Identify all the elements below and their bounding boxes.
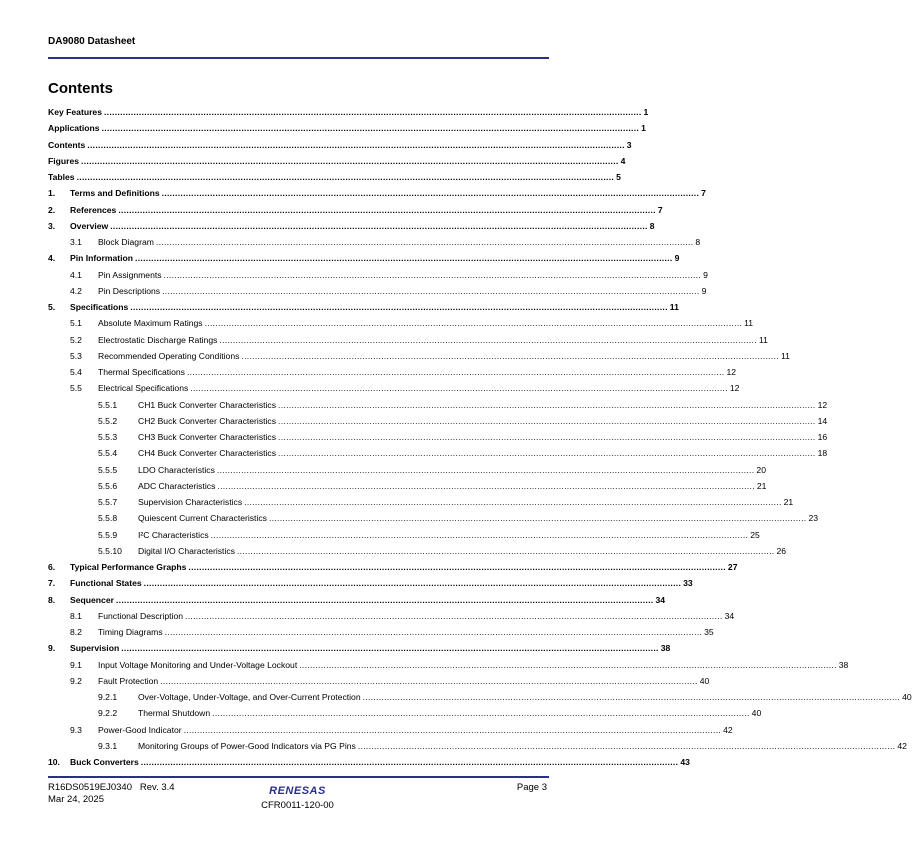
toc-entry-page: 4 [620,155,626,166]
toc-entry[interactable] [48,315,754,331]
toc-leader-dots: ........................................................................................................................................................................................................ [362,692,901,703]
toc-leader-dots: ........................................................................................................................................................................................................ [101,123,640,134]
toc-entry-page: 11 [780,350,790,361]
toc-entry-title: Thermal Specifications [98,367,185,378]
toc-leader-dots: ........................................................................................................................................................................................................ [185,610,723,621]
footer-center [0,781,595,812]
toc-entry-number: 4.1 [70,269,82,280]
toc-leader-dots: ........................................................................................................................................................................................................ [278,448,816,459]
toc-leader-dots: ........................................................................................................................................................................................................ [87,139,625,150]
toc-entry-page: 42 [897,740,907,751]
form-code: CFR0011-120-00 [261,800,334,811]
toc-entry[interactable] [48,104,649,120]
toc-leader-dots: ........................................................................................................................................................................................................ [121,643,659,654]
toc-entry-page: 1 [641,123,646,134]
toc-entry-page: 40 [751,708,762,719]
toc-entry-title: Thermal Shutdown [138,708,211,719]
toc-entry-title: Recommended Operating Conditions [98,350,240,361]
toc-entry[interactable] [48,299,679,315]
toc-leader-dots: ........................................................................................................................................................................................................ [210,529,749,540]
toc-entry[interactable] [48,283,707,299]
toc-leader-dots: ........................................................................................................................................................................................................ [135,253,673,264]
toc-entry-number: 9.2.1 [98,692,118,703]
toc-entry[interactable] [48,445,828,461]
toc-entry-page: 12 [729,383,740,394]
toc-entry-page: 33 [683,578,693,589]
toc-entry-number: 5.3 [70,350,82,361]
toc-entry-number: 5.1 [70,318,82,329]
toc-entry[interactable] [48,575,693,591]
toc-entry-number: 9.3.1 [98,740,118,751]
toc-entry[interactable] [48,527,760,543]
toc-entry-number: 1. [48,188,56,199]
toc-leader-dots: ........................................................................................................................................................................................................ [278,415,816,426]
toc-entry-title: Over-Voltage, Under-Voltage, and Over-Current Protection [138,692,361,703]
toc-entry-page: 7 [701,188,706,199]
toc-entry[interactable] [48,592,666,608]
toc-entry[interactable] [48,722,733,738]
toc-entry-page: 11 [744,318,754,329]
toc-entry[interactable] [48,559,738,575]
toc-entry-title: CH1 Buck Converter Characteristics [138,399,277,410]
toc-entry-title: Absolute Maximum Ratings [98,318,203,329]
toc-leader-dots: ........................................................................................................................................................................................................ [160,675,698,686]
toc-entry-title: Pin Assignments [98,269,162,280]
toc-leader-dots: ........................................................................................................................................................................................................ [236,545,775,556]
toc-leader-dots: ........................................................................................................................................................................................................ [143,578,682,589]
toc-entry-title: CH2 Buck Converter Characteristics [138,415,277,426]
toc-entry-title: LDO Characteristics [138,464,215,475]
toc-entry-page: 34 [655,594,666,605]
toc-entry[interactable] [48,218,655,234]
toc-entry[interactable] [48,202,663,218]
toc-entry-number: 9.2.2 [98,708,118,719]
toc-entry-page: 9 [701,285,707,296]
toc-leader-dots: ........................................................................................................................................................................................................ [118,204,656,215]
toc-leader-dots: ........................................................................................................................................................................................................ [299,659,837,670]
toc-entry-page: 35 [704,627,714,638]
toc-entry-number: 9.2 [70,675,82,686]
toc-entry[interactable] [48,429,828,445]
toc-leader-dots: ........................................................................................................................................................................................................ [212,708,750,719]
contents-heading: Contents [48,80,113,97]
toc-entry-number: 5.5.6 [98,480,118,491]
toc-entry-page: 7 [657,204,663,215]
toc-entry[interactable] [48,624,714,640]
toc-entry[interactable] [48,267,708,283]
toc-leader-dots: ........................................................................................................................................................................................................ [183,724,722,735]
document-title: DA9080 Datasheet [48,36,136,47]
toc-entry-page: 3 [626,139,632,150]
toc-entry-page: 1 [643,107,649,118]
toc-entry-title: Specifications [70,302,129,313]
toc-entry-title: Electrostatic Discharge Ratings [98,334,218,345]
footer-divider [48,776,549,778]
toc-entry-title: Typical Performance Graphs [70,562,187,573]
toc-leader-dots: ........................................................................................................................................................................................................ [140,757,679,768]
toc-entry[interactable] [48,462,766,478]
toc-entry-number: 5.2 [70,334,82,345]
toc-entry-number: 5.5.4 [98,448,118,459]
toc-leader-dots: ........................................................................................................................................................................................................ [278,399,816,410]
toc-entry-number: 5.4 [70,367,82,378]
toc-entry[interactable] [48,738,907,754]
toc-entry-number: 4. [48,253,56,264]
toc-entry-title: Power-Good Indicator [98,724,182,735]
toc-entry-title: Monitoring Groups of Power-Good Indicators via PG Pins [138,740,356,751]
toc-entry-page: 40 [699,675,710,686]
toc-entry[interactable] [48,364,737,380]
toc-entry-page: 21 [783,497,794,508]
toc-leader-dots: ........................................................................................................................................................................................................ [162,285,700,296]
toc-entry-title: Figures [48,155,80,166]
toc-entry-number: 5.5.8 [98,513,118,524]
toc-entry-number: 9.3 [70,724,82,735]
toc-leader-dots: ........................................................................................................................................................................................................ [217,480,755,491]
toc-entry-number: 3.1 [70,237,82,248]
toc-leader-dots: ........................................................................................................................................................................................................ [190,383,728,394]
toc-leader-dots: ........................................................................................................................................................................................................ [155,237,694,248]
toc-entry[interactable] [48,673,710,689]
toc-entry-number: 5.5.7 [98,497,118,508]
toc-entry-number: 5.5 [70,383,82,394]
toc-entry-number: 5. [48,302,56,313]
toc-entry[interactable] [48,169,621,185]
toc-entry-page: 21 [756,480,767,491]
toc-entry-number: 4.2 [70,285,82,296]
toc-leader-dots: ........................................................................................................................................................................................................ [188,562,726,573]
toc-leader-dots: ........................................................................................................................................................................................................ [241,350,779,361]
toc-entry-page: 20 [756,464,766,475]
toc-leader-dots: ........................................................................................................................................................................................................ [161,188,700,199]
toc-leader-dots: ........................................................................................................................................................................................................ [216,464,755,475]
toc-entry[interactable] [48,640,671,656]
toc-entry-title: Block Diagram [98,237,154,248]
toc-entry-title: Functional Description [98,610,184,621]
toc-entry-page: 38 [660,643,671,654]
document-id: R16DS0519EJ0340 [48,782,132,793]
toc-entry-page: 43 [680,757,690,768]
page-number: Page 3 [516,782,547,793]
toc-entry-number: 5.5.1 [98,399,118,410]
toc-leader-dots: ........................................................................................................................................................................................................ [186,367,725,378]
toc-entry-title: Key Features [48,107,102,118]
toc-entry[interactable] [48,348,790,364]
toc-entry[interactable] [48,234,701,250]
document-revision: Rev. 3.4 [139,782,175,793]
header-divider [48,57,549,59]
toc-entry-page: 34 [724,610,735,621]
toc-entry-page: 12 [817,399,828,410]
toc-entry[interactable] [48,185,706,201]
toc-leader-dots: ........................................................................................................................................................................................................ [110,220,648,231]
toc-entry-page: 8 [649,220,655,231]
toc-entry[interactable] [48,137,632,153]
toc-entry-page: 11 [669,302,679,313]
toc-entry-title: CH4 Buck Converter Characteristics [138,448,277,459]
toc-entry-title: Input Voltage Monitoring and Under-Voltage Lockout [98,659,298,670]
toc-entry-title: Sequencer [70,594,114,605]
toc-leader-dots: ........................................................................................................................................................................................................ [219,334,757,345]
toc-entry-number: 6. [48,562,56,573]
toc-entry-page: 25 [750,529,760,540]
toc-entry-title: Timing Diagrams [98,627,163,638]
toc-entry[interactable] [48,705,762,721]
toc-leader-dots: ........................................................................................................................................................................................................ [130,302,668,313]
toc-entry-title: Applications [48,123,100,134]
toc-entry-number: 8.1 [70,610,82,621]
toc-entry[interactable] [48,494,794,510]
toc-entry-number: 5.5.3 [98,432,118,443]
toc-entry-page: 16 [817,432,828,443]
table-of-contents [48,104,912,770]
toc-entry-page: 38 [838,659,849,670]
toc-entry[interactable] [48,543,787,559]
toc-leader-dots: ........................................................................................................................................................................................................ [244,497,782,508]
toc-entry-page: 9 [703,269,708,280]
toc-entry-number: 5.5.9 [98,529,118,540]
toc-entry-number: 8.2 [70,627,82,638]
toc-entry[interactable] [48,153,626,169]
toc-entry-title: I²C Characteristics [138,529,209,540]
toc-entry-page: 8 [695,237,701,248]
toc-entry-page: 23 [808,513,819,524]
toc-entry[interactable] [48,120,646,136]
toc-entry[interactable] [48,397,828,413]
toc-entry-number: 5.5.2 [98,415,118,426]
toc-entry-page: 42 [723,724,733,735]
toc-entry-number: 10. [48,757,60,768]
toc-entry-title: Overview [70,220,109,231]
toc-entry-title: Electrical Specifications [98,383,189,394]
toc-entry-title: Supervision Characteristics [138,497,243,508]
toc-entry[interactable] [48,250,680,266]
toc-entry-page: 40 [902,692,912,703]
toc-entry-title: Fault Protection [98,675,159,686]
toc-entry[interactable] [48,689,912,705]
toc-leader-dots: ........................................................................................................................................................................................................ [115,594,654,605]
toc-entry-title: ADC Characteristics [138,480,216,491]
toc-leader-dots: ........................................................................................................................................................................................................ [204,318,743,329]
toc-entry[interactable] [48,413,828,429]
toc-entry[interactable] [48,754,690,770]
toc-entry-title: Digital I/O Characteristics [138,545,235,556]
toc-leader-dots: ........................................................................................................................................................................................................ [81,155,619,166]
toc-entry-title: CH3 Buck Converter Characteristics [138,432,277,443]
toc-entry-page: 18 [817,448,828,459]
toc-entry-title: Tables [48,172,75,183]
toc-entry[interactable] [48,332,768,348]
toc-leader-dots: ........................................................................................................................................................................................................ [103,107,642,118]
toc-entry-page: 14 [817,415,828,426]
toc-entry-page: 27 [727,562,738,573]
toc-entry-title: Pin Descriptions [98,285,161,296]
toc-entry-title: Buck Converters [70,757,139,768]
toc-leader-dots: ........................................................................................................................................................................................................ [268,513,807,524]
toc-leader-dots: ........................................................................................................................................................................................................ [76,172,615,183]
toc-entry[interactable] [48,380,740,396]
toc-entry[interactable] [48,608,735,624]
document-date: Mar 24, 2025 [48,794,104,805]
toc-leader-dots: ........................................................................................................................................................................................................ [357,740,896,751]
toc-entry-number: 9.1 [70,659,82,670]
toc-entry-title: Supervision [70,643,120,654]
toc-entry-title: Functional States [70,578,142,589]
toc-entry-number: 7. [48,578,56,589]
toc-entry-title: References [70,204,117,215]
toc-entry-title: Terms and Definitions [70,188,160,199]
toc-entry-page: 5 [616,172,621,183]
toc-entry[interactable] [48,510,819,526]
toc-entry[interactable] [48,657,849,673]
toc-entry-page: 26 [776,545,787,556]
toc-entry-page: 9 [674,253,680,264]
toc-entry-title: Quiescent Current Characteristics [138,513,267,524]
toc-leader-dots: ........................................................................................................................................................................................................ [164,627,703,638]
toc-entry[interactable] [48,478,767,494]
toc-entry-number: 5.5.5 [98,464,118,475]
toc-entry-number: 3. [48,220,56,231]
toc-entry-title: Contents [48,139,86,150]
toc-entry-number: 2. [48,204,56,215]
toc-leader-dots: ........................................................................................................................................................................................................ [163,269,702,280]
toc-entry-page: 12 [726,367,737,378]
toc-entry-number: 8. [48,594,56,605]
toc-entry-number: 9. [48,643,56,654]
toc-entry-number: 5.5.10 [98,545,122,556]
renesas-logo: RENESAS [269,785,326,797]
toc-entry-title: Pin Information [70,253,134,264]
toc-leader-dots: ........................................................................................................................................................................................................ [278,432,816,443]
toc-entry-page: 11 [758,334,768,345]
